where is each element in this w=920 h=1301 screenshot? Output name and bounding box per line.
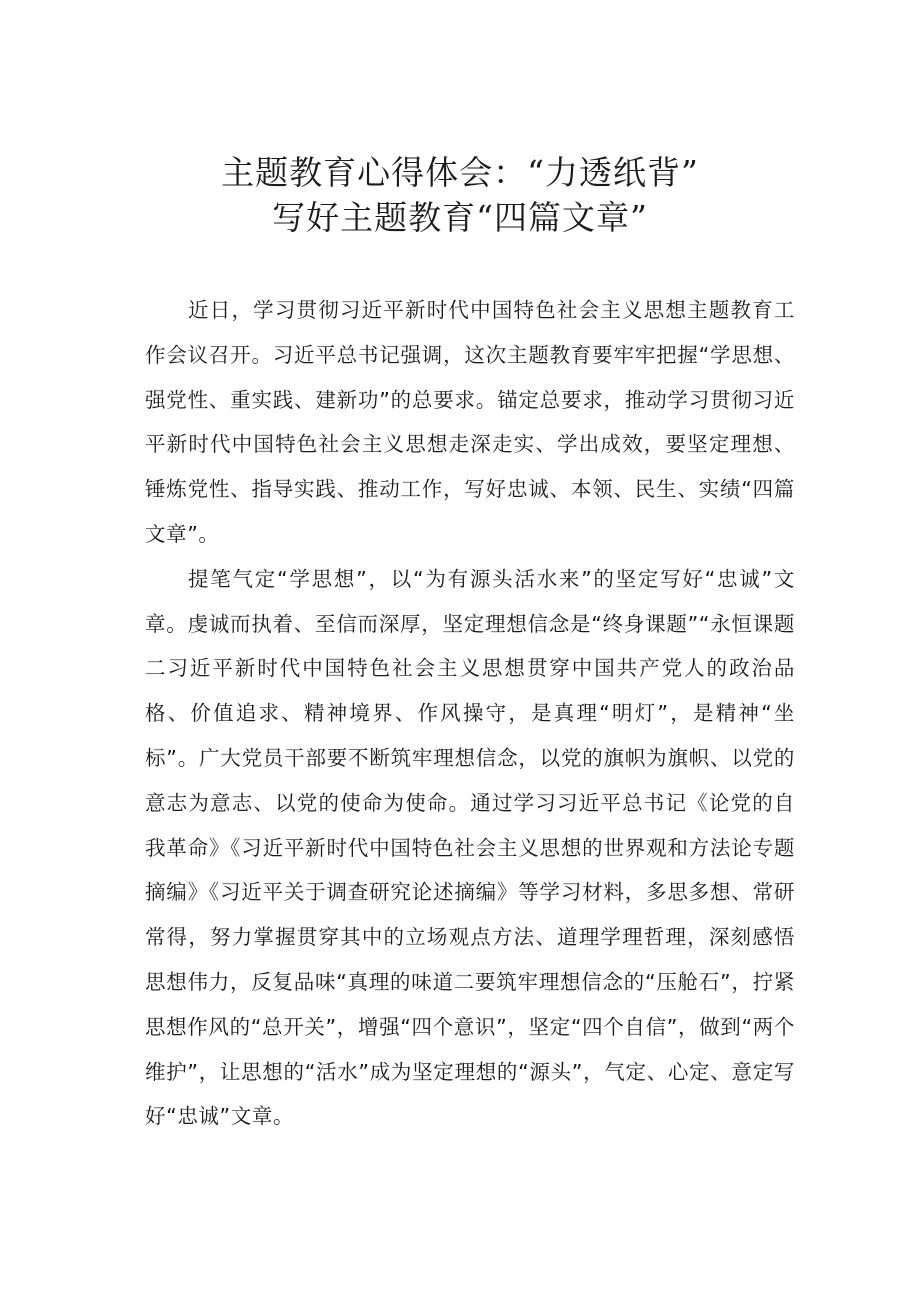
title-line-2: 写好主题教育“四篇文章” <box>272 198 648 237</box>
paragraph-intro: 近日，学习贯彻习近平新时代中国特色社会主义思想主题教育工作会议召开。习近平总书记强调，这次主题教育要牢牢把握“学思想、强党性、重实践、建新功”的总要求。锚定总要求，推动学习贯彻习近平新时代中国特色社会主义思想走深走实、学出成效，要坚定理想、锤炼党性、指导实践、推动工作，写好忠诚、本领、民生、实绩“四篇文章”。 <box>145 298 795 546</box>
document-title <box>0 150 920 240</box>
title-line-1: 主题教育心得体会：“力透纸背” <box>221 153 699 192</box>
paragraph-loyalty: 提笔气定“学思想”，以“为有源头活水来”的坚定写好“忠诚”文章。虔诚而执着、至信而深厚，坚定理想信念是“终身课题”“永恒课题二习近平新时代中国特色社会主义思想贯穿中国共产党人的政治品格、价值追求、精神境界、作风操守，是真理“明灯”，是精神“坐标”。广大党员干部要不断筑牢理想信念，以党的旗帜为旗帜、以党的意志为意志、以党的使命为使命。通过学习习近平总书记《论党的自我革命》《习近平新时代中国特色社会主义思想的世界观和方法论专题摘编》《习近平关于调查研究论述摘编》等学习材料，多思多想、常研常得，努力掌握贯穿其中的立场观点方法、道理学理哲理，深刻感悟思想伟力，反复品味“真理的味道二要筑牢理想信念的“压舱石”，拧紧思想作风的“总开关”，增强“四个意识”，坚定“四个自信”，做到“两个维护”，让思想的“活水”成为坚定理想的“源头”，气定、心定、意定写好“忠诚”文章。 <box>145 566 795 1129</box>
document-body <box>145 288 795 1139</box>
